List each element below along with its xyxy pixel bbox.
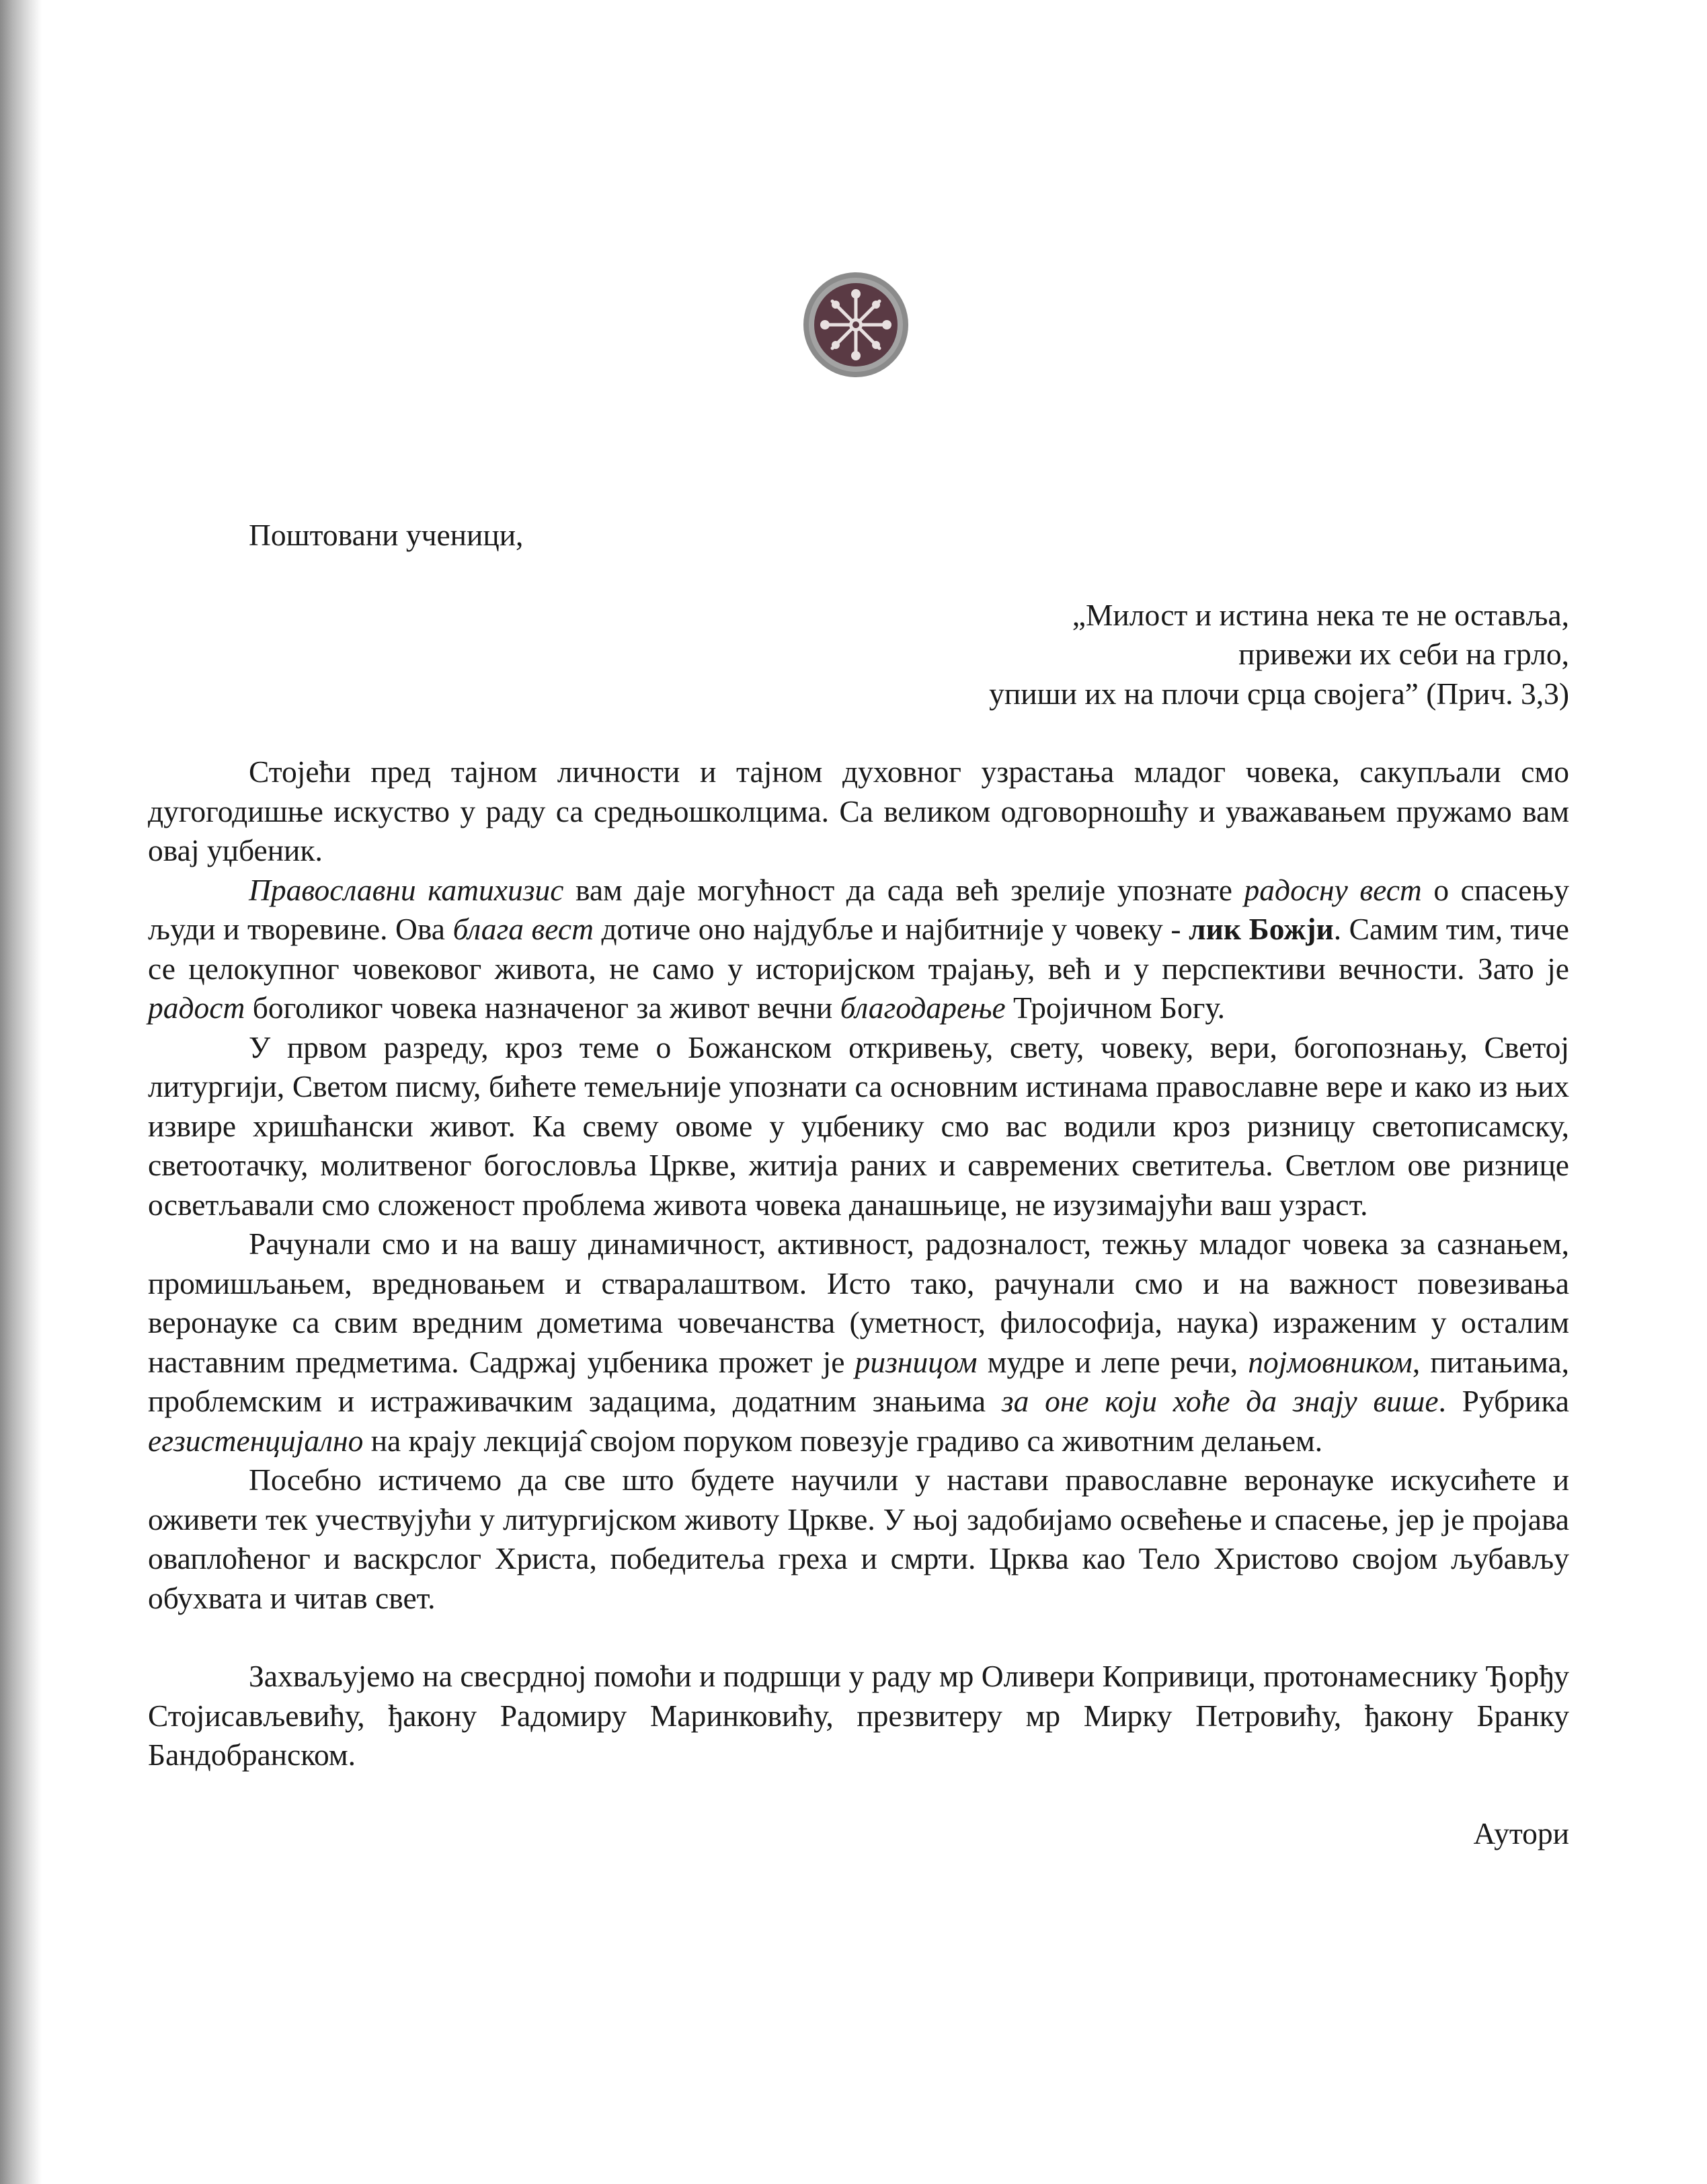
emphasis: ризницом bbox=[855, 1344, 978, 1379]
emphasis: егзистенцијално bbox=[148, 1423, 364, 1458]
letter-page bbox=[148, 501, 1569, 1853]
bold-term: лик Божји bbox=[1189, 912, 1334, 946]
quote-line: привежи их себи на грло, bbox=[1238, 637, 1569, 671]
emphasis: радост bbox=[148, 990, 245, 1025]
paragraph-intro: Стојећи пред тајном личности и тајном духовног узрастања младог човека, сакупљали смо дугогодишње искуство у раду са средњошколцима. Са великом одговорношћу и уважавањем пружамо вам овај уџбеник. bbox=[148, 754, 1569, 867]
signature: Аутори bbox=[1473, 1816, 1569, 1850]
ornament-seal-icon bbox=[802, 271, 910, 379]
paragraph-approach: Рачунали смо и на вашу динамичност, активност, радозналост, тежњу младог човека за сазнањем, промишљањем, вредновањем и стваралаштвом. Исто тако, рачунали смо и на важност повезивања веронауке са свим вредним дометима човечанства (уметност, философија, наука) израженим у осталим наставним предметима. Садржај уџбеника прожет је ризницом мудре и лепе речи, појмовником, питањима, проблемским и истраживачким задацима, додатним знањима за оне који хоће да знају више. Рубрика егзистенцијално на крају лекција̂ својом поруком повезује градиво са животним делањем. bbox=[148, 1226, 1569, 1458]
acknowledgements bbox=[148, 1657, 1569, 1775]
page-edge-shadow bbox=[0, 0, 42, 2184]
epigraph-quote bbox=[148, 596, 1569, 714]
paragraph-first-grade: У првом разреду, кроз теме о Божанском откривењу, свету, човеку, вери, богопознању, Светој литургији, Светом писму, бићете темељније упознати са основним истинама православне вере и како из њих извире хришћански живот. Ка свему овоме у уџбенику смо вас водили кроз ризницу светописамску, светоотачку, молитвеног богословља Цркве, житија раних и савремених светитеља. Светлом ове ризнице осветљавали смо сложеност проблема живота човека данашњице, не изузимајући ваш узраст. bbox=[148, 1029, 1569, 1222]
quote-line: „Милост и истина нека те не оставља, bbox=[1072, 597, 1569, 632]
greeting: Поштовани ученици, bbox=[249, 518, 524, 552]
paragraph-catechism: Православни катихизис вам даје могућност да сада већ зрелије упознате радосну вест о спасењу људи и творевине. Ова блага вест дотиче оно најдубље и најбитније у човеку - лик Божји. Самим тим, тиче се целокупног човековог живота, не само у историјском трајању, већ и у перспективи вечности. Зато је радост боголиког човека назначеног за живот вечни благодарење Тројичном Богу. bbox=[148, 872, 1570, 1025]
emphasis: појмовником bbox=[1248, 1344, 1413, 1379]
emphasis: радосну вест bbox=[1244, 872, 1422, 907]
emphasis: блага вест bbox=[452, 912, 594, 946]
emphasis: благодарење bbox=[840, 990, 1006, 1025]
emphasis: Православни катихизис bbox=[249, 872, 564, 907]
emphasis: за оне који хоће да знају више bbox=[1001, 1384, 1439, 1418]
quote-line: упиши их на плочи срца својега” (Прич. 3,3) bbox=[989, 676, 1569, 711]
letter-body bbox=[148, 752, 1569, 1618]
paragraph-liturgy: Посебно истичемо да све што будете научили у настави православне веронауке искусићете и оживети тек учествујући у литургијском животу Цркве. У њој задобијамо освећење и спасење, јер је пројава оваплоћеног и васкрслог Христа, победитеља греха и смрти. Црква као Тело Христово својом љубављу обухвата и читав свет. bbox=[148, 1462, 1569, 1615]
paragraph-thanks: Захваљујемо на свесрдној помоћи и подршци у раду мр Оливери Копривици, протонамеснику Ђорђу Стојисављевићу, ђакону Радомиру Маринковићу, презвитеру мр Мирку Петровићу, ђакону Бранку Бандобранском. bbox=[148, 1659, 1569, 1772]
